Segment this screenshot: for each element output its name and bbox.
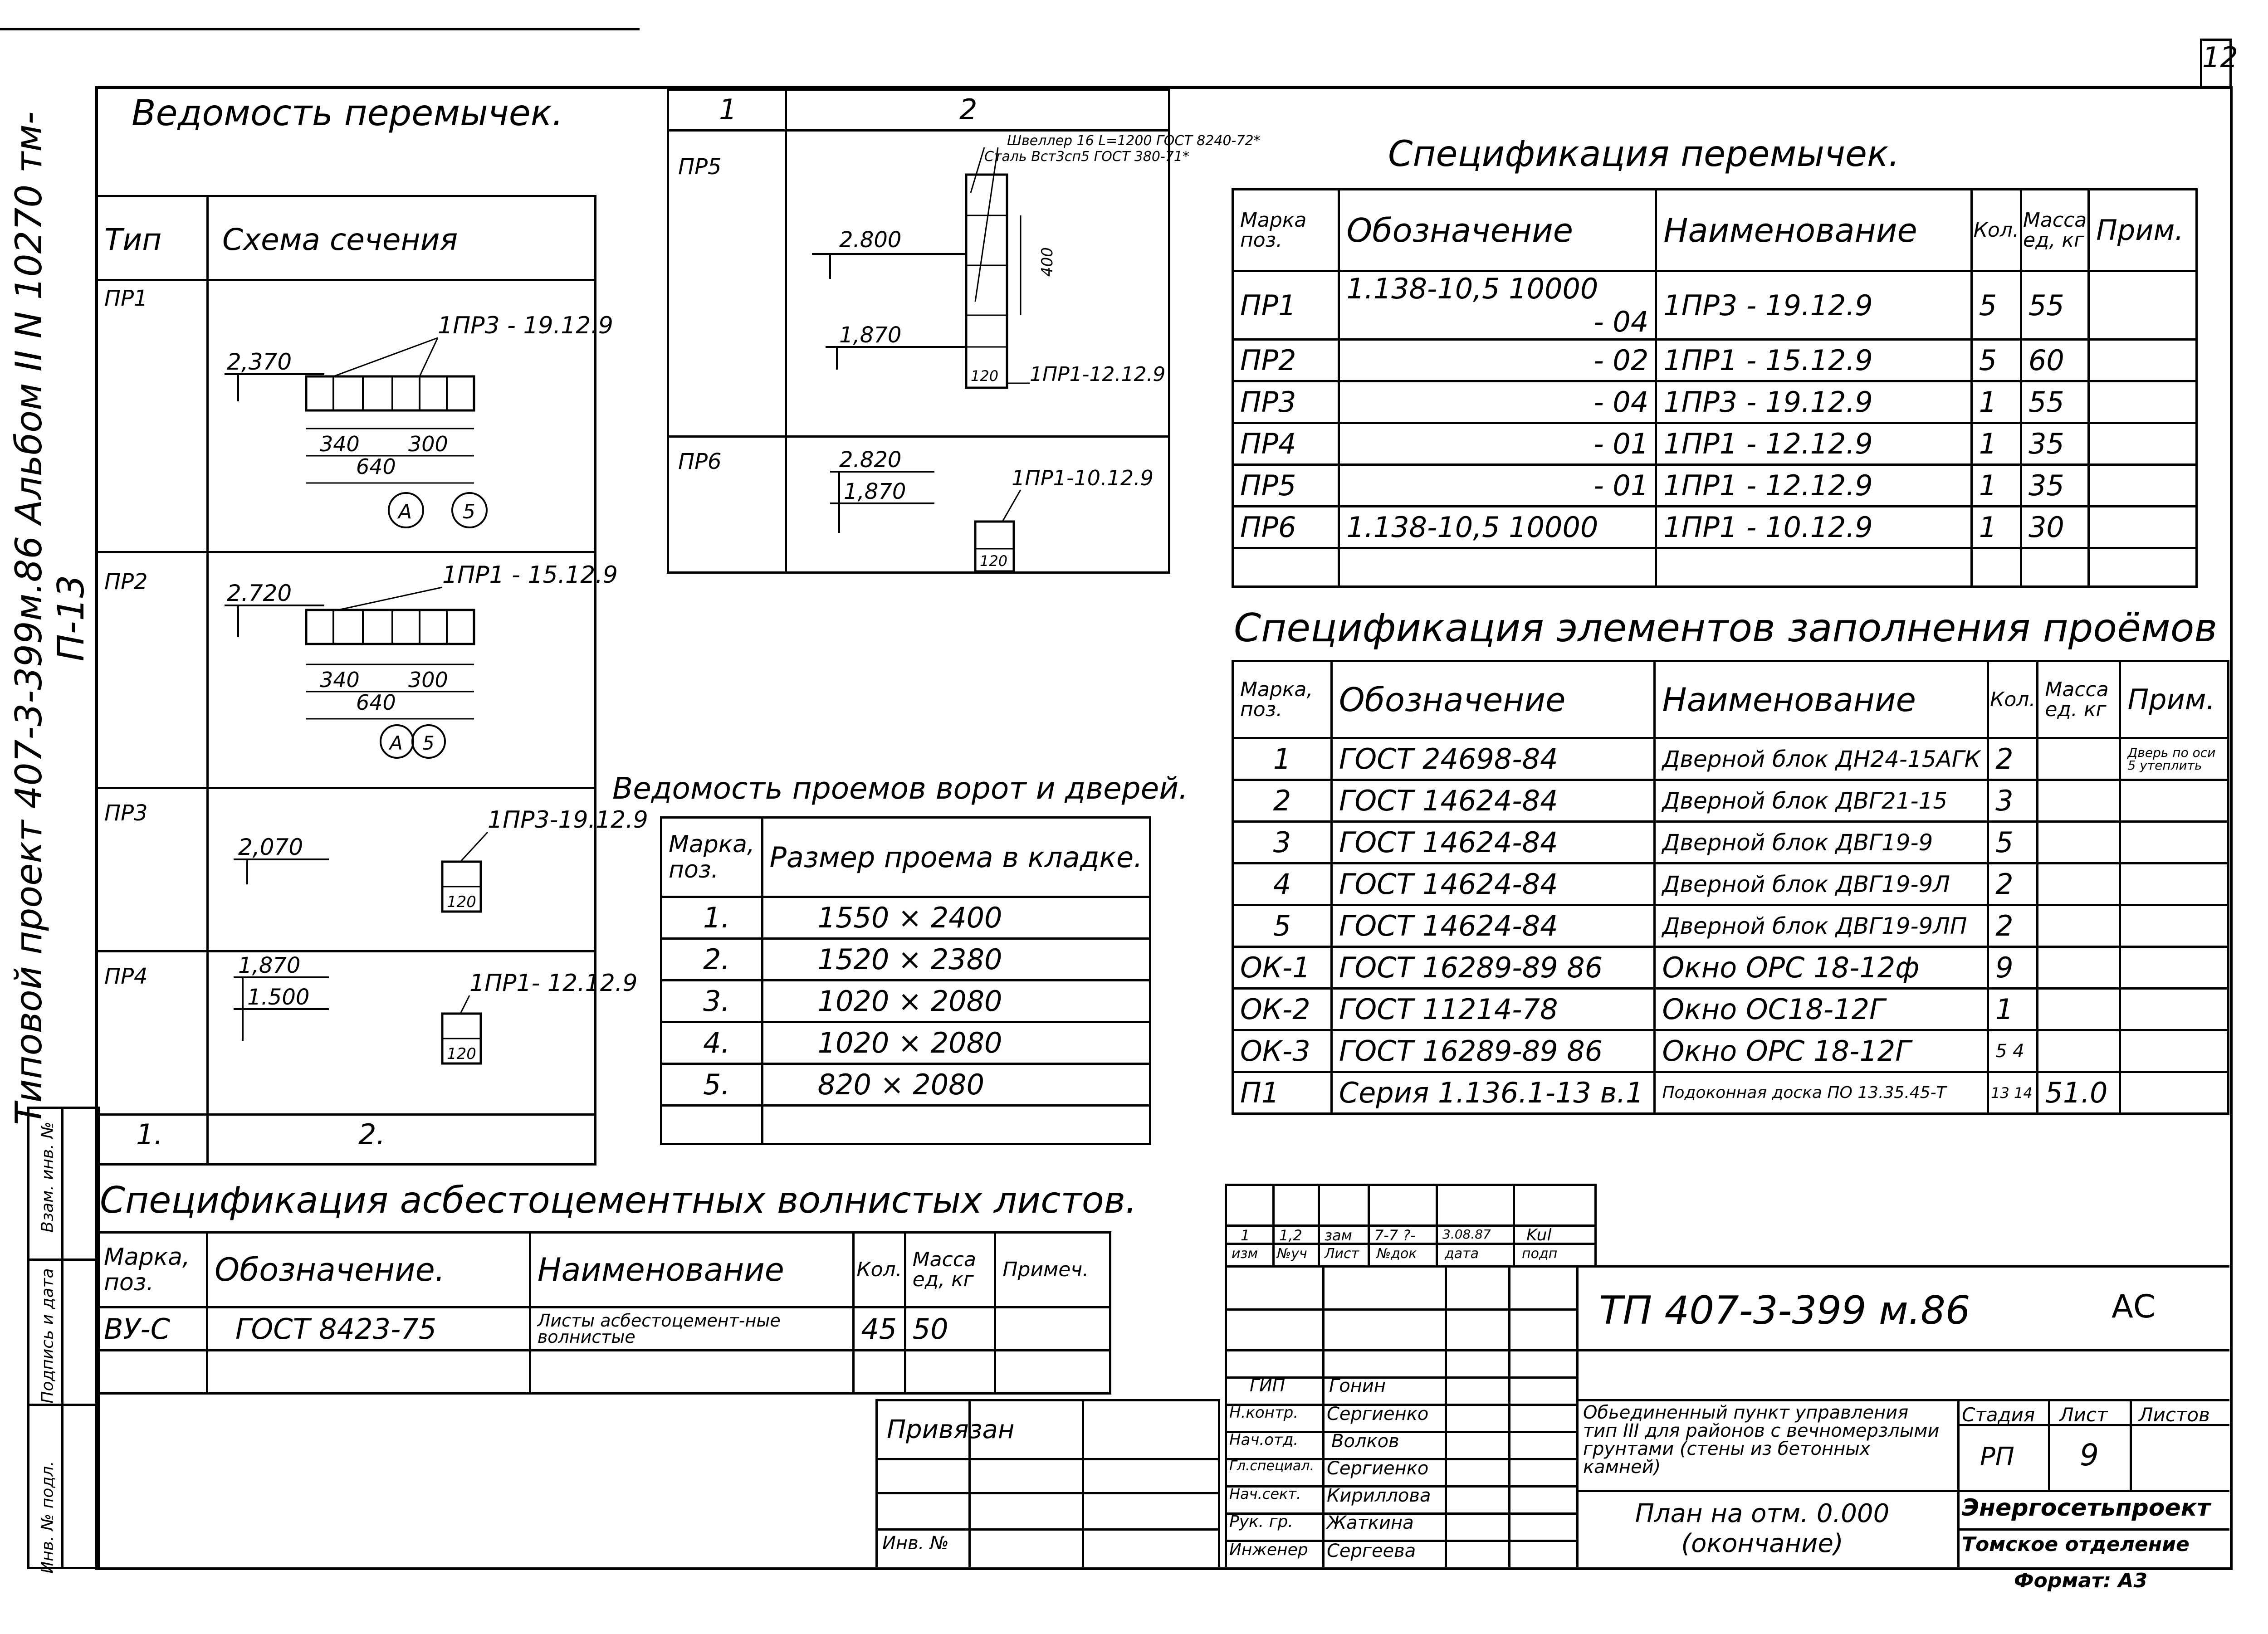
lintel-spec-head-designation: Обозначение (1339, 190, 1656, 271)
lintel-spec-table (1232, 188, 2198, 588)
rev-sign: Kul (1526, 1226, 1552, 1244)
cell-mass (2038, 822, 2120, 863)
pr4-level-2: 1.500 (247, 985, 310, 1010)
rev-head-date: дата (1445, 1246, 1479, 1262)
sheets-head: Листов (2139, 1404, 2210, 1426)
schedule2-head-1: 1 (719, 93, 737, 126)
pr4-width: 120 (447, 1045, 476, 1063)
stage-head: Стадия (1962, 1404, 2035, 1426)
cell-designation: - 01 (1339, 465, 1656, 507)
rev-head-sign: подп (1522, 1246, 1558, 1262)
pr6-label: 1ПР1-10.12.9 (1012, 466, 1154, 490)
pr2-level: 2.720 (227, 580, 292, 606)
cell-note (2120, 1072, 2229, 1114)
cell-size: 1520 × 2380 (762, 939, 1150, 980)
stamp-label-inv: Инв. № подл. (38, 1461, 57, 1574)
pr1-dim-2: 300 (408, 432, 448, 456)
table-row (1233, 738, 2229, 780)
pr3-width: 120 (447, 893, 476, 911)
cell-mass: 55 (2021, 271, 2088, 340)
cell-designation: ГОСТ 11214-78 (1331, 989, 1655, 1030)
cell-qty: 1 (1971, 381, 2021, 423)
fill-spec-table (1232, 660, 2229, 1115)
table-row (1233, 465, 2197, 507)
cell-mark: ПР4 (1233, 423, 1339, 465)
person-name-nachotd: Волков (1331, 1431, 1399, 1452)
footer-col-1: 1. (136, 1118, 163, 1151)
cell-qty: 2 (1988, 905, 2038, 947)
cell-designation: ГОСТ 16289-89 86 (1331, 1030, 1655, 1072)
cell-qty: 3 (1988, 780, 2038, 822)
person-role-nachotd: Нач.отд. (1229, 1431, 1299, 1449)
pr4-label: 1ПР1- 12.12.9 (469, 970, 638, 997)
lintel-section-pr1 (206, 279, 613, 551)
cell-mark: ОК-1 (1233, 947, 1332, 989)
person-name-engineer: Сергеева (1327, 1541, 1416, 1561)
pr2-label: 1ПР1 - 15.12.9 (442, 561, 618, 589)
table-row (1233, 989, 2229, 1030)
cell-mass (2038, 863, 2120, 905)
person-name-rukgr: Жаткина (1327, 1512, 1414, 1533)
fill-spec-head-qty: Кол. (1988, 661, 2038, 738)
table-row (661, 939, 1150, 980)
table-row (1233, 423, 2197, 465)
person-role-rukgr: Рук. гр. (1229, 1512, 1293, 1531)
cell-qty: 1 (1971, 423, 2021, 465)
table-row-empty (1233, 548, 2197, 587)
sheet-number-box (2200, 39, 2238, 88)
fill-spec-head-mass: Масса ед. кг (2038, 661, 2120, 738)
cell-mark: 3. (661, 980, 763, 1022)
lintel-type-pr6: ПР6 (678, 449, 722, 474)
table-row (661, 1064, 1150, 1106)
table-row (1233, 381, 2197, 423)
cell-mass: 60 (2021, 340, 2088, 381)
cell-qty: 1 (1988, 989, 2038, 1030)
pr4-level: 1,870 (238, 953, 301, 978)
cell-designation: - 02 (1339, 340, 1656, 381)
cell-mass: 30 (2021, 507, 2088, 548)
pr5-note-2: Сталь Вст3сп5 ГОСТ 380-71* (984, 149, 1189, 165)
cell-name: 1ПР1 - 12.12.9 (1656, 423, 1971, 465)
cell-mark: ВУ-С (97, 1307, 207, 1351)
stamp-label-sign: Подпись и дата (38, 1268, 57, 1404)
fill-spec-title: Спецификация элементов заполнения проёмов (1234, 605, 2218, 651)
cell-note (2120, 822, 2229, 863)
cell-mass (2038, 1030, 2120, 1072)
title-mark: АС (2112, 1288, 2156, 1325)
table-row (1233, 822, 2229, 863)
pr1-axis-a: А (398, 500, 412, 523)
asbestos-head-note: Примеч. (995, 1233, 1110, 1307)
schedule2-head-2: 2 (959, 93, 978, 126)
cell-note (2089, 507, 2197, 548)
cell-note (2089, 423, 2197, 465)
table-row-empty (97, 1351, 1110, 1394)
cell-name: Дверной блок ДН24-15АГК (1655, 738, 1988, 780)
lintels-schedule-title: Ведомость перемычек. (132, 93, 563, 134)
lintel-type-pr3: ПР3 (104, 800, 148, 826)
cell-mass (2038, 989, 2120, 1030)
cell-name: Дверной блок ДВГ19-9 (1655, 822, 1988, 863)
person-name-nachsekt: Кириллова (1327, 1485, 1431, 1506)
cell-qty: 1 (1971, 507, 2021, 548)
cell-designation: - 04 (1339, 381, 1656, 423)
pr6-width: 120 (980, 552, 1008, 570)
sheet-head: Лист (2059, 1404, 2108, 1426)
rev-doc: 7-7 ?- (1374, 1227, 1416, 1244)
table-row (1233, 863, 2229, 905)
lintel-section-pr2 (206, 551, 618, 787)
binding-box (875, 1399, 1220, 1567)
fill-spec-head-note: Прим. (2120, 661, 2229, 738)
cell-mass: 50 (905, 1307, 995, 1351)
rev-head-uch: №уч (1277, 1246, 1307, 1262)
openings-head-mark: Марка, поз. (661, 818, 763, 897)
pr1-dim-1: 340 (320, 432, 360, 456)
asbestos-head-mass: Масса ед, кг (905, 1233, 995, 1307)
openings-table (660, 816, 1151, 1145)
cell-mark: ПР6 (1233, 507, 1339, 548)
cell-designation: ГОСТ 14624-84 (1331, 780, 1655, 822)
cell-mark: ОК-2 (1233, 989, 1332, 1030)
cell-qty: 5 (1971, 340, 2021, 381)
lintel-section-pr3 (206, 787, 648, 950)
cell-mark: ПР2 (1233, 340, 1339, 381)
cell-note (2089, 271, 2197, 340)
table-row-empty (661, 1106, 1150, 1144)
cell-mark: ПР5 (1233, 465, 1339, 507)
rev-item: 1,2 (1279, 1227, 1302, 1244)
pr5-level-2: 1,870 (839, 322, 902, 348)
rev-sheet: зам (1325, 1227, 1352, 1244)
cell-mass (2038, 905, 2120, 947)
cell-designation: ГОСТ 24698-84 (1331, 738, 1655, 780)
pr5-height: 400 (1038, 247, 1056, 277)
cell-note (2089, 340, 2197, 381)
lintel-type-pr5: ПР5 (678, 154, 722, 180)
asbestos-head-designation: Обозначение. (207, 1233, 530, 1307)
cell-note (2120, 1030, 2229, 1072)
head-scheme: Схема сечения (222, 222, 458, 257)
cell-note: Дверь по оси 5 утеплить (2120, 738, 2229, 780)
table-row (1233, 1072, 2229, 1114)
lintels-schedule-2 (667, 88, 1261, 574)
lintel-spec-head-mass: Масса ед, кг (2021, 190, 2088, 271)
stage-value: РП (1980, 1442, 2014, 1472)
lintel-section-pr4 (206, 950, 638, 1113)
cell-designation: Серия 1.136.1-13 в.1 (1331, 1072, 1655, 1114)
pr5-note-1: Швеллер 16 L=1200 ГОСТ 8240-72* (1007, 133, 1261, 149)
pr1-axis-5: 5 (463, 500, 475, 523)
cell-mass: 35 (2021, 465, 2088, 507)
cell-name: Подоконная доска ПО 13.35.45-Т (1655, 1072, 1988, 1114)
person-role-nkontr: Н.контр. (1229, 1404, 1299, 1422)
table-row (97, 1307, 1110, 1351)
pr2-dim-1: 340 (320, 668, 360, 692)
pr5-level: 2.800 (839, 227, 902, 253)
cell-mass: 55 (2021, 381, 2088, 423)
cell-size: 1020 × 2080 (762, 980, 1150, 1022)
cell-designation: ГОСТ 8423-75 (207, 1307, 530, 1351)
cell-name: Дверной блок ДВГ19-9ЛП (1655, 905, 1988, 947)
asbestos-spec-title: Спецификация асбестоцементных волнистых листов. (100, 1179, 1137, 1221)
pr1-level: 2,370 (227, 349, 292, 375)
fill-spec-head-mark: Марка, поз. (1233, 661, 1332, 738)
cell-mark: 2. (661, 939, 763, 980)
asbestos-head-mark: Марка, поз. (97, 1233, 207, 1307)
cell-name: Дверной блок ДВГ21-15 (1655, 780, 1988, 822)
cell-designation: 1.138-10,5 10000 (1339, 507, 1656, 548)
pr5-label: 1ПР1-12.12.9 (1030, 363, 1166, 386)
cell-mass (2038, 780, 2120, 822)
cell-mark: 4 (1233, 863, 1332, 905)
cell-mark: ОК-3 (1233, 1030, 1332, 1072)
cell-mark: 3 (1233, 822, 1332, 863)
cell-name: 1ПР3 - 19.12.9 (1656, 381, 1971, 423)
cell-mark: 2 (1233, 780, 1332, 822)
cell-name: Листы асбестоцемент-ные волнистые (530, 1307, 854, 1351)
head-type: Тип (104, 222, 162, 257)
pr6-level: 2.820 (839, 447, 902, 473)
cell-qty: 5 4 (1988, 1030, 2038, 1072)
cell-designation: - 01 (1339, 423, 1656, 465)
stamp-side-strip (27, 1107, 100, 1574)
cell-note (2120, 780, 2229, 822)
person-role-gip: ГИП (1250, 1375, 1286, 1395)
person-role-glspec: Гл.специал. (1229, 1458, 1315, 1474)
cell-qty: 2 (1988, 738, 2038, 780)
title-block (1225, 1265, 2229, 1567)
table-row (1233, 780, 2229, 822)
cell-mark: 1. (661, 897, 763, 939)
cell-note (2120, 947, 2229, 989)
person-name-glspec: Сергиенко (1327, 1458, 1429, 1479)
pr3-label: 1ПР3-19.12.9 (488, 806, 648, 834)
lintel-spec-title: Спецификация перемычек. (1388, 134, 1900, 175)
cell-mark: 5 (1233, 905, 1332, 947)
table-row (1233, 947, 2229, 989)
pr3-level: 2,070 (238, 834, 303, 860)
cell-name: Окно ОС18-12Г (1655, 989, 1988, 1030)
vertical-project-title: Типовой проект 407-3-399м.86 Альбом II N 10270 тм-П-13 (8, 111, 92, 1125)
pr5-width: 120 (971, 367, 999, 385)
cell-size: 1020 × 2080 (762, 1022, 1150, 1064)
cell-note (2089, 465, 2197, 507)
table-row (1233, 507, 2197, 548)
cell-qty: 5 (1971, 271, 2021, 340)
cell-note (995, 1307, 1110, 1351)
cell-note (2089, 381, 2197, 423)
pr1-total: 640 (356, 454, 396, 479)
cell-name: Окно ОРС 18-12ф (1655, 947, 1988, 989)
cell-name: 1ПР1 - 12.12.9 (1656, 465, 1971, 507)
pr1-label: 1ПР3 - 19.12.9 (438, 312, 613, 339)
table-row (1233, 271, 2197, 340)
pr6-level-2: 1,870 (844, 479, 906, 504)
pr2-total: 640 (356, 690, 396, 715)
person-name-nkontr: Сергиенко (1327, 1404, 1429, 1424)
lintel-spec-head-qty: Кол. (1971, 190, 2021, 271)
asbestos-head-name: Наименование (530, 1233, 854, 1307)
cell-size: 1550 × 2400 (762, 897, 1150, 939)
cell-designation: 1.138-10,5 10000 - 04 (1339, 271, 1656, 340)
org-name: Энергосетьпроект (1962, 1494, 2211, 1522)
table-row (661, 1022, 1150, 1064)
person-name-gip: Гонин (1329, 1375, 1386, 1396)
cell-qty: 2 (1988, 863, 2038, 905)
rev-head-list: Лист (1325, 1246, 1359, 1262)
title-sheet-title: План на отм. 0.000 (окончание) (1635, 1499, 1890, 1558)
cell-designation: ГОСТ 14624-84 (1331, 863, 1655, 905)
cell-note (2120, 905, 2229, 947)
cell-designation: ГОСТ 16289-89 86 (1331, 947, 1655, 989)
org-branch: Томское отделение (1962, 1533, 2190, 1556)
cell-qty: 5 (1988, 822, 2038, 863)
sheet-value: 9 (2080, 1438, 2099, 1473)
table-row (1233, 905, 2229, 947)
cell-mark: П1 (1233, 1072, 1332, 1114)
asbestos-spec-table (95, 1231, 1111, 1395)
person-role-engineer: Инженер (1229, 1541, 1308, 1559)
pr2-axis-a: А (390, 732, 403, 754)
pr2-axis-5: 5 (422, 732, 435, 754)
lintel-type-pr2: ПР2 (104, 569, 148, 595)
openings-title: Ведомость проемов ворот и дверей. (612, 771, 1188, 806)
rev-head-izm: изм (1232, 1246, 1258, 1262)
cell-mass: 35 (2021, 423, 2088, 465)
table-row (1233, 340, 2197, 381)
lintel-section-pr6 (785, 435, 1166, 571)
cell-name: Дверной блок ДВГ19-9Л (1655, 863, 1988, 905)
cell-mark: 1 (1233, 738, 1332, 780)
table-row (661, 897, 1150, 939)
cell-designation: ГОСТ 14624-84 (1331, 822, 1655, 863)
cell-qty: 13 14 (1988, 1072, 2038, 1114)
cell-name: Окно ОРС 18-12Г (1655, 1030, 1988, 1072)
binding-inv: Инв. № (882, 1533, 949, 1554)
cell-mark: 4. (661, 1022, 763, 1064)
lintel-type-pr4: ПР4 (104, 964, 148, 989)
format-label: Формат: А3 (2014, 1569, 2148, 1592)
cell-mark: ПР3 (1233, 381, 1339, 423)
binding-label: Привязан (887, 1415, 1015, 1444)
cell-note (2120, 989, 2229, 1030)
table-row (661, 980, 1150, 1022)
cell-name: 1ПР1 - 15.12.9 (1656, 340, 1971, 381)
title-description: Обьединенный пункт управления тип III для районов с вечномерзлыми грунтами (стены из бетонных камней) (1583, 1402, 1940, 1478)
person-role-nachsekt: Нач.сект. (1229, 1485, 1301, 1502)
cell-name: 1ПР1 - 10.12.9 (1656, 507, 1971, 548)
lintel-type-pr1: ПР1 (104, 286, 148, 311)
top-trim-line (0, 28, 640, 30)
cell-mass: 51.0 (2038, 1072, 2120, 1114)
cell-mass (2038, 738, 2120, 780)
lintel-spec-head-name: Наименование (1656, 190, 1971, 271)
revisions-block (1225, 1184, 1597, 1268)
title-code: ТП 407-3-399 м.86 (1599, 1288, 1970, 1333)
footer-col-2: 2. (358, 1118, 386, 1151)
cell-mass (2038, 947, 2120, 989)
fill-spec-head-designation: Обозначение (1331, 661, 1655, 738)
rev-num: 1 (1241, 1227, 1250, 1244)
openings-head-size: Размер проема в кладке. (762, 818, 1150, 897)
cell-qty: 9 (1988, 947, 2038, 989)
fill-spec-head-name: Наименование (1655, 661, 1988, 738)
cell-note (2120, 863, 2229, 905)
cell-qty: 45 (854, 1307, 905, 1351)
cell-designation: ГОСТ 14624-84 (1331, 905, 1655, 947)
cell-mark: ПР1 (1233, 271, 1339, 340)
lintel-spec-head-note: Прим. (2089, 190, 2197, 271)
table-row (1233, 1030, 2229, 1072)
pr2-dim-2: 300 (408, 668, 448, 692)
asbestos-head-qty: Кол. (854, 1233, 905, 1307)
stamp-label-replace: Взам. инв. № (38, 1122, 57, 1233)
lintels-schedule (95, 195, 648, 1166)
lintel-spec-head-mark: Марка поз. (1233, 190, 1339, 271)
rev-date: 3.08.87 (1442, 1227, 1491, 1242)
rev-head-doc: №док (1377, 1246, 1417, 1262)
cell-name: 1ПР3 - 19.12.9 (1656, 271, 1971, 340)
cell-mark: 5. (661, 1064, 763, 1106)
lintel-section-pr5 (785, 129, 1261, 435)
cell-qty: 1 (1971, 465, 2021, 507)
sheet-number: 12 (2202, 41, 2238, 74)
cell-size: 820 × 2080 (762, 1064, 1150, 1106)
